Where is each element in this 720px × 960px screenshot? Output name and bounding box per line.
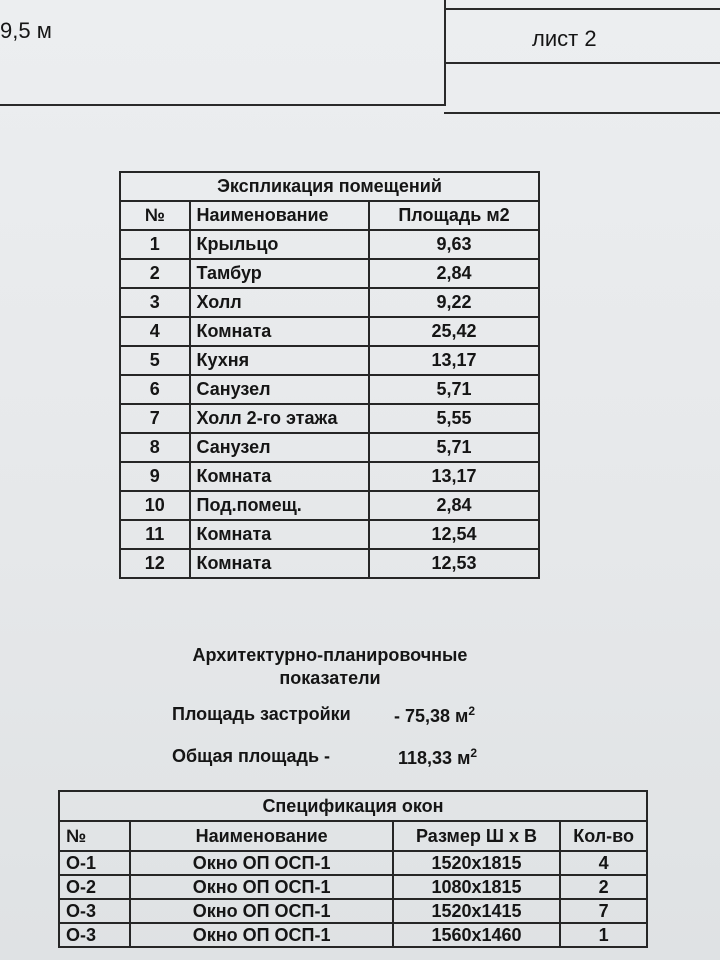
built-area-value: - 75,38 м <box>394 706 469 726</box>
windows-spec-table <box>58 790 648 948</box>
total-area-label: Общая площадь - <box>172 746 331 766</box>
total-area-value-wrap <box>398 746 477 769</box>
room-number-cell: 12 <box>120 549 190 578</box>
dimension-text: 9,5 м <box>0 18 52 43</box>
windows-table-title: Спецификация окон <box>59 791 647 821</box>
room-name-cell: Кухня <box>190 346 370 375</box>
windows-header-number: № <box>59 821 130 851</box>
window-number-cell: О-3 <box>59 923 130 947</box>
window-size-cell: 1520х1415 <box>393 899 560 923</box>
window-name-cell: Окно ОП ОСП-1 <box>130 899 392 923</box>
indicators-title-line1: Архитектурно-планировочные <box>192 645 468 665</box>
table-row <box>120 520 539 549</box>
windows-header-qty: Кол-во <box>560 821 647 851</box>
table-row <box>120 433 539 462</box>
window-size-cell: 1520х1815 <box>393 851 560 875</box>
table-row <box>120 259 539 288</box>
table-row <box>120 230 539 259</box>
table-row <box>59 851 647 875</box>
room-number-cell: 7 <box>120 404 190 433</box>
room-number-cell: 9 <box>120 462 190 491</box>
indicators-title-line2: показатели <box>279 668 381 688</box>
room-name-cell: Санузел <box>190 433 370 462</box>
room-area-cell: 5,71 <box>369 433 539 462</box>
title-block-right-cell <box>444 0 720 114</box>
rooms-explication-table <box>119 171 540 579</box>
room-name-cell: Крыльцо <box>190 230 370 259</box>
room-area-cell: 13,17 <box>369 462 539 491</box>
rooms-header-name: Наименование <box>190 201 370 230</box>
room-name-cell: Под.помещ. <box>190 491 370 520</box>
room-area-cell: 5,55 <box>369 404 539 433</box>
window-qty-cell: 1 <box>560 923 647 947</box>
room-number-cell: 3 <box>120 288 190 317</box>
room-number-cell: 4 <box>120 317 190 346</box>
room-area-cell: 13,17 <box>369 346 539 375</box>
room-area-cell: 9,63 <box>369 230 539 259</box>
title-block-divider-bottom <box>444 62 720 64</box>
title-block-divider-top <box>444 0 720 10</box>
rooms-table-header-row <box>120 201 539 230</box>
window-size-cell: 1560х1460 <box>393 923 560 947</box>
built-area-unit-sup: 2 <box>468 704 476 718</box>
room-number-cell: 5 <box>120 346 190 375</box>
built-area-value-wrap <box>394 704 475 727</box>
table-row <box>59 875 647 899</box>
window-number-cell: О-3 <box>59 899 130 923</box>
room-number-cell: 6 <box>120 375 190 404</box>
room-area-cell: 9,22 <box>369 288 539 317</box>
table-row <box>120 491 539 520</box>
room-name-cell: Тамбур <box>190 259 370 288</box>
room-number-cell: 10 <box>120 491 190 520</box>
windows-table-header-row <box>59 821 647 851</box>
table-row <box>120 317 539 346</box>
window-number-cell: О-2 <box>59 875 130 899</box>
room-area-cell: 2,84 <box>369 491 539 520</box>
rooms-table-title-row <box>120 172 539 201</box>
room-area-cell: 5,71 <box>369 375 539 404</box>
windows-header-size: Размер Ш х В <box>393 821 560 851</box>
window-size-cell: 1080х1815 <box>393 875 560 899</box>
windows-table-body <box>59 851 647 947</box>
total-area-value: 118,33 м <box>398 748 471 768</box>
windows-header-name: Наименование <box>130 821 392 851</box>
window-name-cell: Окно ОП ОСП-1 <box>130 923 392 947</box>
window-name-cell: Окно ОП ОСП-1 <box>130 851 392 875</box>
room-name-cell: Санузел <box>190 375 370 404</box>
window-qty-cell: 4 <box>560 851 647 875</box>
room-name-cell: Комната <box>190 317 370 346</box>
table-row <box>120 462 539 491</box>
window-qty-cell: 2 <box>560 875 647 899</box>
room-name-cell: Комната <box>190 549 370 578</box>
window-name-cell: Окно ОП ОСП-1 <box>130 875 392 899</box>
table-row <box>120 549 539 578</box>
window-qty-cell: 7 <box>560 899 647 923</box>
table-row <box>120 404 539 433</box>
room-name-cell: Холл 2-го этажа <box>190 404 370 433</box>
sheet-label: лист 2 <box>532 26 597 51</box>
room-area-cell: 25,42 <box>369 317 539 346</box>
windows-table-title-row <box>59 791 647 821</box>
rooms-table-body <box>120 230 539 578</box>
table-row <box>59 923 647 947</box>
room-area-cell: 12,54 <box>369 520 539 549</box>
room-name-cell: Комната <box>190 462 370 491</box>
rooms-table-title: Экспликация помещений <box>120 172 539 201</box>
window-number-cell: О-1 <box>59 851 130 875</box>
table-row <box>120 288 539 317</box>
table-row <box>59 899 647 923</box>
table-row <box>120 346 539 375</box>
room-area-cell: 2,84 <box>369 259 539 288</box>
total-area-unit-sup: 2 <box>470 746 478 760</box>
room-number-cell: 2 <box>120 259 190 288</box>
room-area-cell: 12,53 <box>369 549 539 578</box>
rooms-header-number: № <box>120 201 190 230</box>
built-area-label: Площадь застройки <box>172 704 351 724</box>
table-row <box>120 375 539 404</box>
room-number-cell: 11 <box>120 520 190 549</box>
rooms-header-area: Площадь м2 <box>369 201 539 230</box>
room-name-cell: Комната <box>190 520 370 549</box>
room-name-cell: Холл <box>190 288 370 317</box>
title-block-left-cell <box>0 0 446 106</box>
room-number-cell: 8 <box>120 433 190 462</box>
room-number-cell: 1 <box>120 230 190 259</box>
